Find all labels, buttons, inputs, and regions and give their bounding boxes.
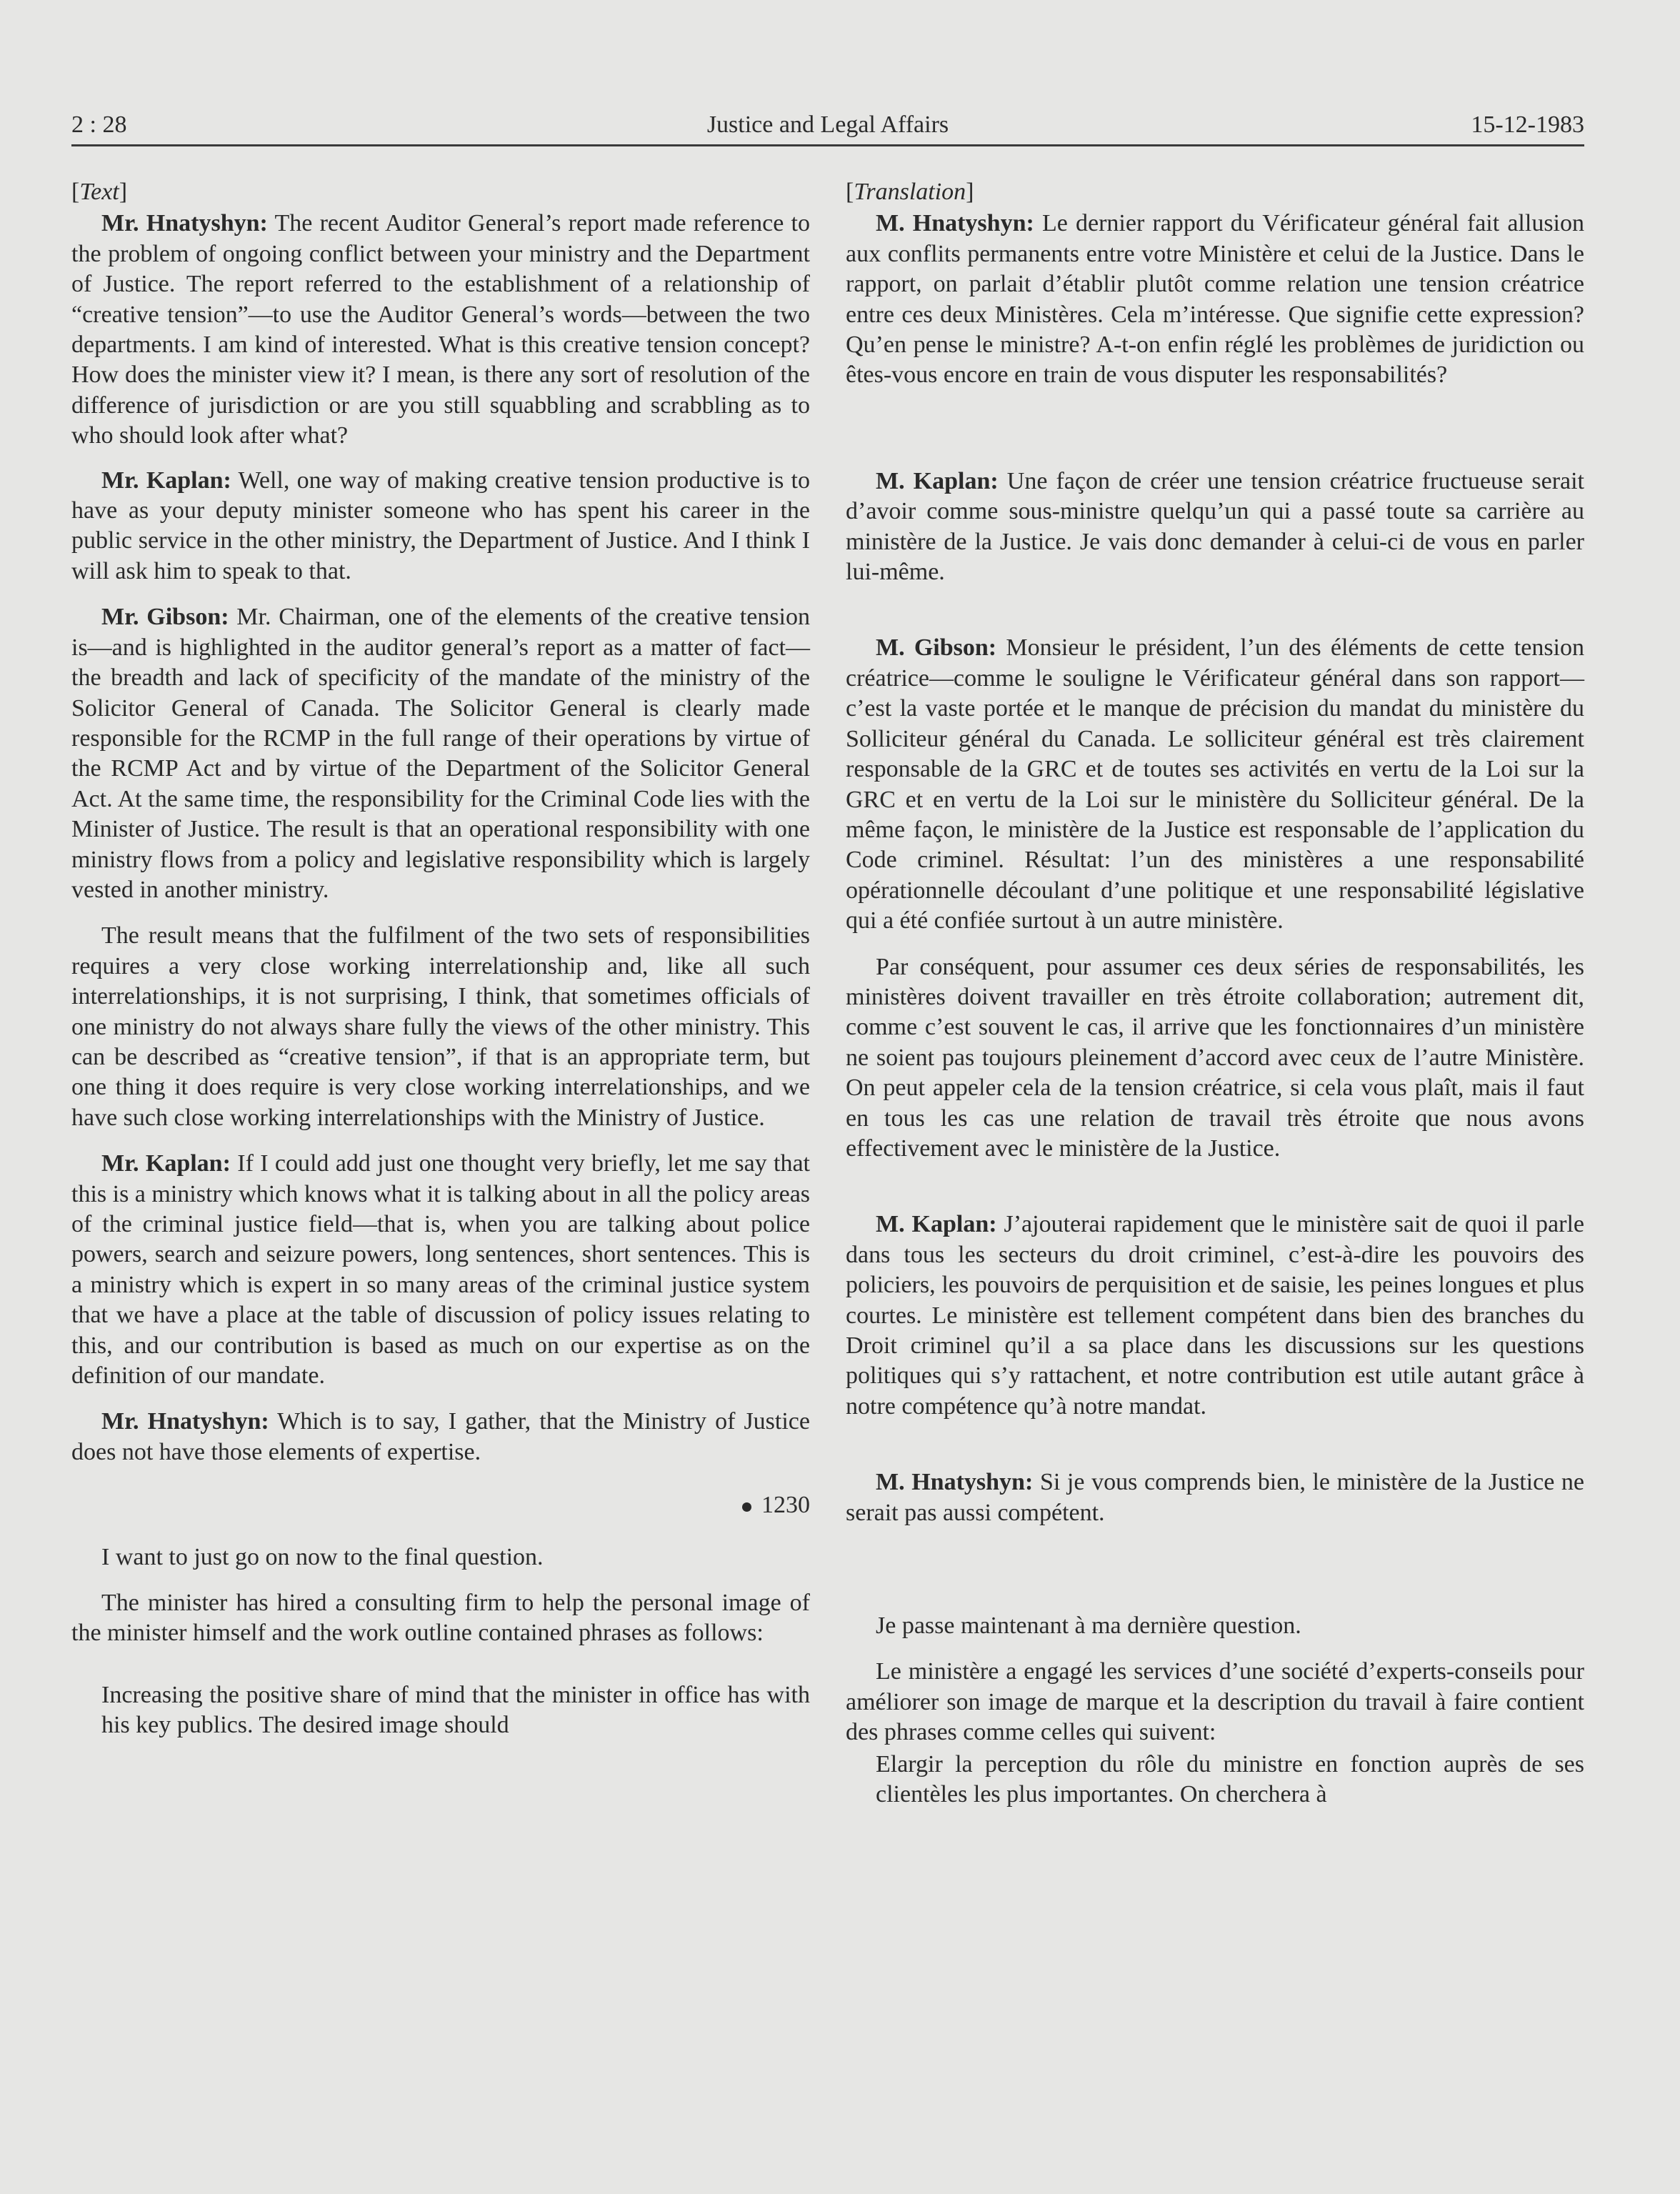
paragraph: M. Hnatyshyn: Si je vous comprends bien, le ministère de la Justice ne serait pas aussi compétent. (846, 1469, 1585, 1526)
paragraph: M. Kaplan: Une façon de créer une tension créatrice fructueuse serait d’avoir comme sous-ministre quelqu’un qui a passé toute sa carrière au ministère de la Justice. Je vais donc demander à celui-ci de vous en parler lui-même. (846, 467, 1584, 586)
speaker-name: Mr. Kaplan: (101, 467, 231, 494)
paragraph: I want to just go on now to the final question. (101, 1543, 544, 1570)
speaker-name: M. Hnatyshyn: (876, 210, 1034, 237)
speaker-name: M. Gibson: (876, 634, 997, 662)
speaker-name: M. Kaplan: (876, 467, 999, 494)
paragraph: Mr. Hnatyshyn: The recent Auditor General’s report made reference to the problem of ongoing conflict between your ministry and the Department of Justice. The report referred to the establishment of a relationship of “creative tension”—to use the Auditor General’s words—between the two departments. I am kind of interested. What is this creative tension concept? How does the minister view it? I mean, is there any sort of resolution of the difference of jurisdiction or are you still squabbling and scrabbling as to who should look after what? (71, 210, 810, 449)
bullet-icon (742, 1502, 751, 1512)
speaker-name: Mr. Kaplan: (101, 1150, 231, 1177)
english-column (71, 177, 810, 1741)
paragraph: The minister has hired a consulting firm to help the personal image of the minister himself and the work outline contained phrases as follows: (71, 1590, 810, 1647)
speaker-name: Mr. Hnatyshyn: (101, 1408, 269, 1435)
sitting-date: 15-12-1983 (1471, 111, 1584, 138)
page-number: 2 : 28 (71, 111, 127, 138)
speaker-name: M. Kaplan: (876, 1211, 997, 1238)
time-marker: 1230 (71, 1490, 810, 1520)
paragraph: M. Hnatyshyn: Le dernier rapport du Vérificateur général fait allusion aux conflits permanents entre votre Ministère et celui de la Justice. Dans le rapport, on parlait d’établir plutôt comme relation une tension créatrice entre ces deux Ministères. Cela m’intéresse. Que signifie cette expression? Qu’en pense le ministre? A-t-on enfin réglé les problèmes de juridiction ou êtes-vous encore en train de vous disputer les responsabilités? (846, 210, 1585, 389)
block-quote: Increasing the positive share of mind that the minister in office has with his key publics. The desired image should (101, 1681, 810, 1739)
paragraph: Mr. Gibson: Mr. Chairman, one of the elements of the creative tension is—and is highlighted in the auditor general’s report as a matter of fact—the breadth and lack of specificity of the mandate of the ministry of the Solicitor General of Canada. The Solicitor General is clearly made responsible for the RCMP in the full range of their operations by virtue of the RCMP Act and by virtue of the Department of the Solicitor General Act. At the same time, the responsibility for the Criminal Code lies with the Minister of Justice. The result is that an operational responsibility with one ministry flows from a policy and legislative responsibility which is largely vested in another ministry. (71, 604, 811, 903)
french-column (846, 177, 1584, 1810)
page-header (71, 106, 1584, 146)
paragraph: The result means that the fulfilment of the two sets of responsibilities requires a very close working interrelationship and, like all such interrelationships, it is not surprising, I think, that sometimes officials of one ministry do not always share fully the views of the other ministry. This can be described as “creative tension”, if that is an appropriate term, but one thing it does require is very close working interrelationships, and we have such close working interrelationships with the Ministry of Justice. (71, 922, 810, 1131)
paragraph: M. Gibson: Monsieur le président, l’un des éléments de cette tension créatrice—comme le souligne le Vérificateur général dans son rapport—c’est la vaste portée et le manque de précision du mandat du ministère du Solliciteur général du Canada. Le solliciteur général est très clairement responsable de la GRC et de toutes ses activités en vertu de la Loi sur la GRC et en vertu de la Loi sur le ministère du Solliciteur général. De la même façon, le ministère de la Justice est responsable de l’application du Code criminel. Résultat: l’un des ministères a une responsabilité opérationnelle découlant d’une politique et une responsabilité législative qui a été confiée surtout à un autre ministère. (846, 634, 1584, 934)
speaker-name: Mr. Hnatyshyn: (101, 210, 268, 237)
running-title: Justice and Legal Affairs (706, 111, 949, 138)
speaker-name: Mr. Gibson: (101, 604, 229, 631)
translation-label: [Translation] (846, 179, 974, 205)
paragraph: Je passe maintenant à ma dernière question. (876, 1612, 1301, 1640)
speaker-name: M. Hnatyshyn: (876, 1469, 1034, 1496)
paragraph: Mr. Kaplan: Well, one way of making creative tension productive is to have as your deputy minister someone who has spent his career in the public service in the other ministry, the Department of Justice. And I think I will ask him to speak to that. (71, 467, 811, 584)
block-quote: Elargir la perception du rôle du ministre en fonction auprès de ses clientèles les plus importantes. On cherchera à (876, 1750, 1584, 1808)
paragraph: Le ministère a engagé les services d’une société d’experts-conseils pour améliorer son image de marque et la description du travail à faire contient des phrases comme celles qui suivent: (846, 1658, 1584, 1746)
paragraph: Par conséquent, pour assumer ces deux séries de responsabilités, les ministères doivent travailler en très étroite collaboration; autrement dit, comme c’est souvent le cas, il arrive que les fonctionnaires d’un ministère ne soient pas toujours pleinement d’accord avec ceux de l’autre Ministère. On peut appeler cela de la tension créatrice, si cela vous plaît, mais il faut en tous les cas une relation de travail très étroite que nous avons effectivement avec le ministère de la Justice. (846, 953, 1584, 1162)
paragraph: Mr. Kaplan: If I could add just one thought very briefly, let me say that this is a ministry which knows what it is talking about in all the policy areas of the criminal justice field—that is, when you are talking about police powers, search and seizure powers, long sentences, short sentences. This is a ministry which is expert in so many areas of the criminal justice system that we have a place at the table of discussion of policy issues relating to this, and our contribution is based as much on our expertise as on the definition of our mandate. (71, 1150, 811, 1390)
paragraph: M. Kaplan: J’ajouterai rapidement que le ministère sait de quoi il parle dans tous les secteurs du droit criminel, c’est-à-dire les pouvoirs des policiers, les pouvoirs de perquisition et de saisie, les peines longues et plus courtes. Le ministère est tellement compétent dans bien des branches du Droit criminel qu’il a sa place dans les discussions sur les questions politiques qui s’y rattachent, et notre contribution est utile autant grâce à notre compétence qu’à notre mandat. (846, 1211, 1585, 1420)
paragraph: Mr. Hnatyshyn: Which is to say, I gather, that the Ministry of Justice does not have those elements of expertise. (71, 1408, 810, 1465)
text-label: [Text] (71, 179, 128, 205)
